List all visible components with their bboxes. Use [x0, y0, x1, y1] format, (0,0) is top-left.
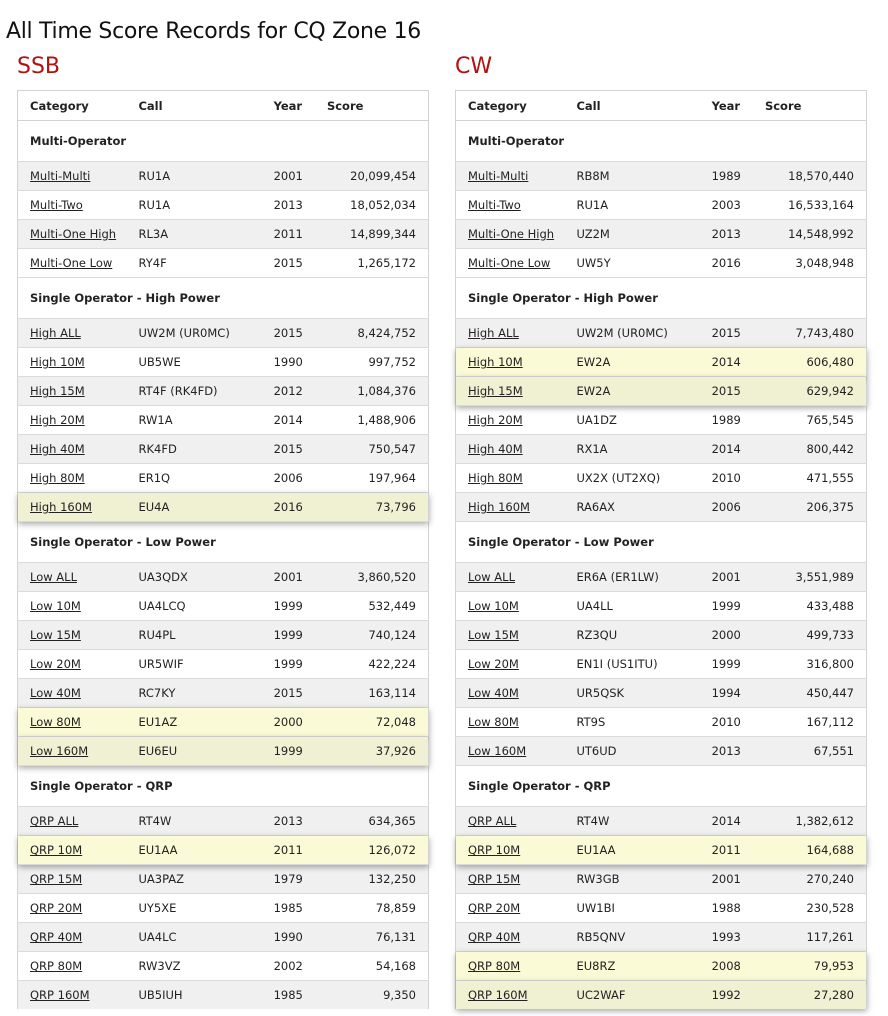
category-link[interactable]: Low 80M	[30, 715, 81, 729]
call-cell: EU6EU	[126, 737, 261, 766]
call-cell: RK4FD	[126, 435, 261, 464]
year-cell: 1999	[700, 650, 753, 679]
column-header-category: Category	[18, 91, 127, 121]
column-header-year: Year	[262, 91, 315, 121]
year-cell: 1989	[700, 406, 753, 435]
column-header-score: Score	[753, 91, 867, 121]
year-cell: 2014	[700, 435, 753, 464]
call-cell: RU1A	[126, 191, 261, 220]
table-row	[456, 952, 867, 981]
call-cell: UA1DZ	[564, 406, 699, 435]
year-cell: 2013	[700, 737, 753, 766]
table-row	[18, 737, 429, 766]
score-cell: 164,688	[753, 836, 867, 865]
year-cell: 2015	[700, 377, 753, 406]
score-cell: 499,733	[753, 621, 867, 650]
table-row	[456, 191, 867, 220]
ssb-panel	[17, 52, 429, 1009]
year-cell: 2016	[262, 493, 315, 522]
year-cell: 1989	[700, 162, 753, 191]
ssb-title: SSB	[17, 54, 61, 79]
call-cell: EW2A	[564, 348, 699, 377]
year-cell: 2002	[262, 952, 315, 981]
table-row	[456, 464, 867, 493]
year-cell: 1999	[262, 650, 315, 679]
score-cell: 750,547	[315, 435, 429, 464]
table-row	[18, 220, 429, 249]
table-row	[456, 981, 867, 1010]
year-cell: 2015	[700, 319, 753, 348]
group-title: Single Operator - Low Power	[18, 522, 429, 563]
score-cell: 117,261	[753, 923, 867, 952]
year-cell: 2011	[262, 220, 315, 249]
table-row	[18, 807, 429, 836]
table-row	[456, 162, 867, 191]
category-link[interactable]: Multi-One Low	[468, 256, 551, 270]
score-cell: 14,899,344	[315, 220, 429, 249]
category-link[interactable]: QRP 40M	[30, 930, 83, 944]
call-cell: UA4LC	[126, 923, 261, 952]
year-cell: 2001	[700, 865, 753, 894]
call-cell: UA3PAZ	[126, 865, 261, 894]
score-cell: 1,488,906	[315, 406, 429, 435]
category-link[interactable]: High 15M	[30, 384, 85, 398]
category-link[interactable]: Low 160M	[30, 744, 89, 758]
call-cell: EW2A	[564, 377, 699, 406]
score-cell: 14,548,992	[753, 220, 867, 249]
call-cell: EU1AA	[126, 836, 261, 865]
ssb-table-body	[18, 121, 429, 1010]
call-cell: RT4W	[126, 807, 261, 836]
category-link[interactable]: High 20M	[30, 413, 85, 427]
category-link[interactable]: Multi-One High	[468, 227, 555, 241]
table-row	[18, 952, 429, 981]
table-row	[456, 319, 867, 348]
score-cell: 450,447	[753, 679, 867, 708]
table-row	[456, 923, 867, 952]
year-cell: 2015	[262, 435, 315, 464]
table-row	[456, 865, 867, 894]
table-row	[18, 894, 429, 923]
year-cell: 2013	[262, 807, 315, 836]
score-cell: 197,964	[315, 464, 429, 493]
category-link[interactable]: Low 160M	[468, 744, 527, 758]
score-cell: 1,265,172	[315, 249, 429, 278]
table-row	[456, 348, 867, 377]
page-title: All Time Score Records for CQ Zone 16	[6, 18, 421, 44]
year-cell: 2006	[262, 464, 315, 493]
year-cell: 2014	[262, 406, 315, 435]
table-row	[456, 563, 867, 592]
score-cell: 9,350	[315, 981, 429, 1010]
year-cell: 1990	[262, 348, 315, 377]
table-row	[18, 319, 429, 348]
category-link[interactable]: QRP ALL	[30, 814, 79, 828]
year-cell: 1979	[262, 865, 315, 894]
table-row	[18, 621, 429, 650]
category-link[interactable]: QRP 80M	[30, 959, 83, 973]
score-cell: 1,382,612	[753, 807, 867, 836]
column-header-year: Year	[700, 91, 753, 121]
year-cell: 1992	[700, 981, 753, 1010]
year-cell: 2010	[700, 464, 753, 493]
table-row	[456, 220, 867, 249]
category-link[interactable]: QRP 10M	[30, 843, 83, 857]
call-cell: UW2M (UR0MC)	[126, 319, 261, 348]
call-cell: UY5XE	[126, 894, 261, 923]
call-cell: UW5Y	[564, 249, 699, 278]
category-link[interactable]: Low 80M	[468, 715, 519, 729]
table-row	[18, 563, 429, 592]
category-link[interactable]: High 80M	[468, 471, 523, 485]
category-link[interactable]: Low 40M	[30, 686, 81, 700]
category-link[interactable]: Multi-Two	[468, 198, 521, 212]
category-link[interactable]: QRP ALL	[468, 814, 517, 828]
category-link[interactable]: High 10M	[468, 355, 523, 369]
call-cell: RX1A	[564, 435, 699, 464]
score-cell: 433,488	[753, 592, 867, 621]
call-cell: RW3VZ	[126, 952, 261, 981]
group-row	[456, 522, 867, 563]
score-cell: 20,099,454	[315, 162, 429, 191]
category-link[interactable]: High ALL	[468, 326, 519, 340]
table-row	[18, 406, 429, 435]
table-row	[456, 650, 867, 679]
year-cell: 2015	[262, 249, 315, 278]
group-title: Single Operator - QRP	[456, 766, 867, 807]
table-row	[456, 406, 867, 435]
category-link[interactable]: Low ALL	[30, 570, 77, 584]
table-row	[456, 836, 867, 865]
year-cell: 2010	[700, 708, 753, 737]
call-cell: UT6UD	[564, 737, 699, 766]
table-row	[456, 708, 867, 737]
call-cell: RL3A	[126, 220, 261, 249]
column-header-category: Category	[456, 91, 565, 121]
score-cell: 79,953	[753, 952, 867, 981]
table-row	[456, 807, 867, 836]
call-cell: UA3QDX	[126, 563, 261, 592]
call-cell: UB5IUH	[126, 981, 261, 1010]
year-cell: 1988	[700, 894, 753, 923]
score-cell: 206,375	[753, 493, 867, 522]
table-row	[18, 377, 429, 406]
year-cell: 2006	[700, 493, 753, 522]
cw-table-body	[456, 121, 867, 1010]
year-cell: 2012	[262, 377, 315, 406]
category-link[interactable]: Multi-One High	[30, 227, 117, 241]
score-cell: 606,480	[753, 348, 867, 377]
year-cell: 2001	[262, 162, 315, 191]
category-link[interactable]: Low 10M	[468, 599, 519, 613]
score-cell: 316,800	[753, 650, 867, 679]
call-cell: UR5QSK	[564, 679, 699, 708]
table-row	[456, 592, 867, 621]
call-cell: UW2M (UR0MC)	[564, 319, 699, 348]
call-cell: RA6AX	[564, 493, 699, 522]
score-cell: 67,551	[753, 737, 867, 766]
call-cell: RY4F	[126, 249, 261, 278]
year-cell: 2016	[700, 249, 753, 278]
score-cell: 54,168	[315, 952, 429, 981]
table-header-row	[456, 91, 867, 121]
score-cell: 72,048	[315, 708, 429, 737]
group-row	[18, 766, 429, 807]
call-cell: EU8RZ	[564, 952, 699, 981]
cw-title: CW	[455, 54, 493, 79]
score-cell: 3,860,520	[315, 563, 429, 592]
column-header-call: Call	[126, 91, 261, 121]
table-row	[456, 894, 867, 923]
category-link[interactable]: High 40M	[468, 442, 523, 456]
category-link[interactable]: QRP 15M	[468, 872, 521, 886]
score-cell: 997,752	[315, 348, 429, 377]
year-cell: 1990	[262, 923, 315, 952]
score-cell: 73,796	[315, 493, 429, 522]
table-row	[18, 981, 429, 1010]
table-row	[18, 650, 429, 679]
call-cell: RW1A	[126, 406, 261, 435]
score-cell: 8,424,752	[315, 319, 429, 348]
category-link[interactable]: Low 20M	[468, 657, 519, 671]
year-cell: 2001	[700, 563, 753, 592]
call-cell: RU1A	[564, 191, 699, 220]
table-row	[18, 679, 429, 708]
call-cell: UR5WIF	[126, 650, 261, 679]
table-row	[456, 249, 867, 278]
year-cell: 2015	[262, 679, 315, 708]
group-row	[456, 121, 867, 162]
score-cell: 3,048,948	[753, 249, 867, 278]
score-cell: 126,072	[315, 836, 429, 865]
category-link[interactable]: Multi-Multi	[30, 169, 91, 183]
category-link[interactable]: QRP 80M	[468, 959, 521, 973]
table-row	[18, 493, 429, 522]
group-title: Single Operator - High Power	[18, 278, 429, 319]
table-row	[456, 377, 867, 406]
category-link[interactable]: QRP 15M	[30, 872, 83, 886]
score-cell: 422,224	[315, 650, 429, 679]
group-title: Multi-Operator	[456, 121, 867, 162]
score-cell: 16,533,164	[753, 191, 867, 220]
score-cell: 634,365	[315, 807, 429, 836]
score-cell: 1,084,376	[315, 377, 429, 406]
group-row	[18, 121, 429, 162]
group-title: Single Operator - High Power	[456, 278, 867, 319]
call-cell: RZ3QU	[564, 621, 699, 650]
call-cell: EU1AZ	[126, 708, 261, 737]
year-cell: 2011	[700, 836, 753, 865]
category-link[interactable]: Low 15M	[30, 628, 81, 642]
year-cell: 2013	[700, 220, 753, 249]
category-link[interactable]: High 10M	[30, 355, 85, 369]
table-row	[18, 592, 429, 621]
category-link[interactable]: High 160M	[468, 500, 530, 514]
score-cell: 3,551,989	[753, 563, 867, 592]
category-link[interactable]: Low ALL	[468, 570, 515, 584]
table-row	[18, 865, 429, 894]
table-row	[456, 737, 867, 766]
year-cell: 1993	[700, 923, 753, 952]
call-cell: EU4A	[126, 493, 261, 522]
table-row	[18, 708, 429, 737]
table-row	[18, 836, 429, 865]
category-link[interactable]: High 15M	[468, 384, 523, 398]
group-row	[456, 766, 867, 807]
table-row	[456, 493, 867, 522]
category-link[interactable]: Multi-Multi	[468, 169, 529, 183]
call-cell: RT9S	[564, 708, 699, 737]
score-cell: 27,280	[753, 981, 867, 1010]
year-cell: 1985	[262, 894, 315, 923]
category-link[interactable]: QRP 20M	[30, 901, 83, 915]
score-cell: 270,240	[753, 865, 867, 894]
ssb-records-table	[17, 90, 429, 1009]
score-cell: 18,052,034	[315, 191, 429, 220]
table-row	[18, 923, 429, 952]
call-cell: ER6A (ER1LW)	[564, 563, 699, 592]
group-title: Multi-Operator	[18, 121, 429, 162]
category-link[interactable]: QRP 160M	[30, 988, 90, 1002]
group-row	[18, 522, 429, 563]
category-link[interactable]: QRP 160M	[468, 988, 528, 1002]
category-link[interactable]: QRP 40M	[468, 930, 521, 944]
year-cell: 2014	[700, 807, 753, 836]
cw-panel	[455, 52, 867, 1009]
category-link[interactable]: High 160M	[30, 500, 92, 514]
category-link[interactable]: High 40M	[30, 442, 85, 456]
group-title: Single Operator - QRP	[18, 766, 429, 807]
group-row	[18, 278, 429, 319]
score-cell: 163,114	[315, 679, 429, 708]
call-cell: UW1BI	[564, 894, 699, 923]
category-link[interactable]: QRP 20M	[468, 901, 521, 915]
score-cell: 132,250	[315, 865, 429, 894]
score-cell: 7,743,480	[753, 319, 867, 348]
call-cell: UC2WAF	[564, 981, 699, 1010]
call-cell: RT4F (RK4FD)	[126, 377, 261, 406]
table-row	[18, 249, 429, 278]
category-link[interactable]: High ALL	[30, 326, 81, 340]
call-cell: EN1I (US1ITU)	[564, 650, 699, 679]
call-cell: EU1AA	[564, 836, 699, 865]
call-cell: ER1Q	[126, 464, 261, 493]
score-cell: 765,545	[753, 406, 867, 435]
category-link[interactable]: High 20M	[468, 413, 523, 427]
score-cell: 230,528	[753, 894, 867, 923]
call-cell: UA4LL	[564, 592, 699, 621]
category-link[interactable]: Low 15M	[468, 628, 519, 642]
category-link[interactable]: Multi-Two	[30, 198, 83, 212]
year-cell: 1999	[262, 621, 315, 650]
call-cell: UA4LCQ	[126, 592, 261, 621]
category-link[interactable]: QRP 10M	[468, 843, 521, 857]
category-link[interactable]: High 80M	[30, 471, 85, 485]
year-cell: 2008	[700, 952, 753, 981]
column-header-score: Score	[315, 91, 429, 121]
score-cell: 37,926	[315, 737, 429, 766]
table-row	[18, 464, 429, 493]
call-cell: RT4W	[564, 807, 699, 836]
call-cell: UB5WE	[126, 348, 261, 377]
call-cell: RB5QNV	[564, 923, 699, 952]
year-cell: 1985	[262, 981, 315, 1010]
year-cell: 2015	[262, 319, 315, 348]
year-cell: 2014	[700, 348, 753, 377]
score-cell: 471,555	[753, 464, 867, 493]
year-cell: 2000	[700, 621, 753, 650]
call-cell: RW3GB	[564, 865, 699, 894]
year-cell: 2013	[262, 191, 315, 220]
call-cell: RU1A	[126, 162, 261, 191]
column-header-call: Call	[564, 91, 699, 121]
table-row	[456, 679, 867, 708]
group-row	[456, 278, 867, 319]
category-link[interactable]: Low 40M	[468, 686, 519, 700]
table-row	[18, 162, 429, 191]
table-row	[456, 435, 867, 464]
table-row	[18, 348, 429, 377]
table-row	[456, 621, 867, 650]
cw-records-table	[455, 90, 867, 1009]
category-link[interactable]: Low 20M	[30, 657, 81, 671]
year-cell: 2003	[700, 191, 753, 220]
call-cell: RC7KY	[126, 679, 261, 708]
group-title: Single Operator - Low Power	[456, 522, 867, 563]
category-link[interactable]: Low 10M	[30, 599, 81, 613]
year-cell: 1994	[700, 679, 753, 708]
year-cell: 1999	[262, 592, 315, 621]
score-cell: 800,442	[753, 435, 867, 464]
table-row	[18, 435, 429, 464]
call-cell: RU4PL	[126, 621, 261, 650]
score-cell: 76,131	[315, 923, 429, 952]
score-cell: 740,124	[315, 621, 429, 650]
score-cell: 18,570,440	[753, 162, 867, 191]
year-cell: 2001	[262, 563, 315, 592]
year-cell: 2000	[262, 708, 315, 737]
score-cell: 167,112	[753, 708, 867, 737]
call-cell: UZ2M	[564, 220, 699, 249]
year-cell: 2011	[262, 836, 315, 865]
year-cell: 1999	[700, 592, 753, 621]
year-cell: 1999	[262, 737, 315, 766]
score-cell: 629,942	[753, 377, 867, 406]
score-cell: 532,449	[315, 592, 429, 621]
call-cell: UX2X (UT2XQ)	[564, 464, 699, 493]
score-cell: 78,859	[315, 894, 429, 923]
call-cell: RB8M	[564, 162, 699, 191]
table-row	[18, 191, 429, 220]
table-header-row	[18, 91, 429, 121]
category-link[interactable]: Multi-One Low	[30, 256, 113, 270]
